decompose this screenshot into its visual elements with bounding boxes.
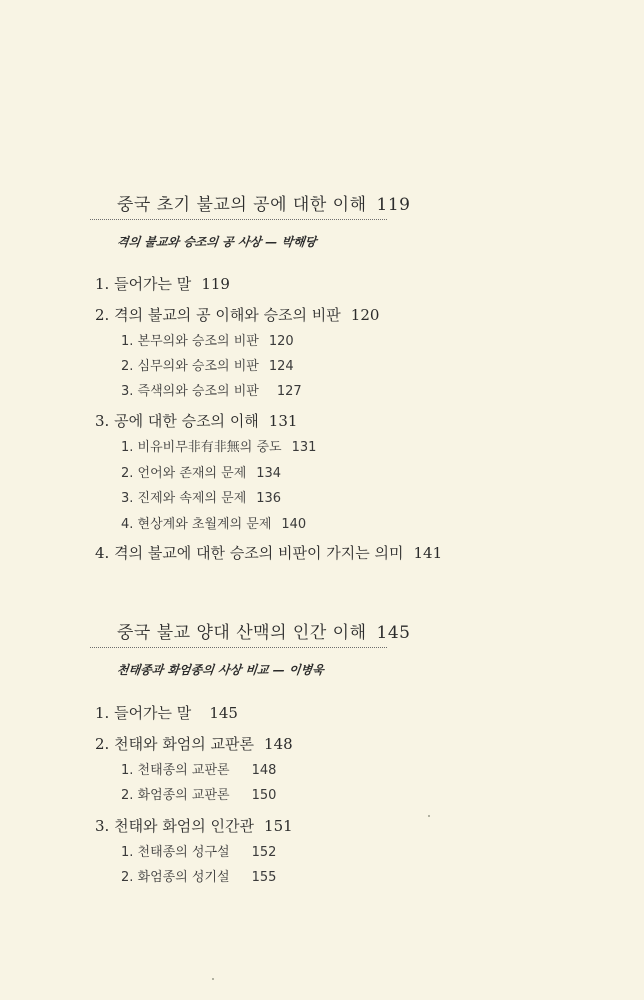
toc-page-number: 131 — [291, 440, 317, 455]
toc-section-label: 4. 격의 불교에 대한 승조의 비판이 가지는 의미 — [95, 544, 404, 562]
toc-subsection-label: 2. 언어와 존재의 문제 — [121, 466, 247, 481]
toc-page-number: 134 — [256, 466, 282, 481]
toc-subsection — [121, 462, 281, 481]
toc-subsection-label: 1. 비유비무非有非無의 중도 — [121, 440, 282, 455]
toc-subsection — [121, 330, 294, 349]
toc-subsection-label: 3. 즉색의와 승조의 비판 — [121, 384, 259, 399]
toc-page-number: 127 — [276, 384, 302, 399]
chapter-page-number: 145 — [376, 623, 411, 643]
toc-section-label: 1. 들어가는 말 — [95, 704, 192, 722]
toc-section — [95, 273, 230, 294]
toc-page-number: 152 — [251, 845, 277, 860]
chapter-subtitle: 격의 불교와 승조의 공 사상 — 박해당 — [116, 235, 318, 249]
toc-section-label: 3. 천태와 화엄의 인간관 — [95, 817, 255, 835]
toc-subsection — [121, 380, 302, 399]
dotted-rule — [90, 219, 387, 220]
toc-section-label: 2. 천태와 화엄의 교판론 — [95, 735, 255, 753]
toc-page-number: 120 — [350, 306, 380, 324]
chapter-title — [117, 618, 410, 643]
toc-subsection — [121, 436, 316, 455]
toc-page-number: 131 — [268, 412, 298, 430]
toc-page-number: 148 — [251, 763, 277, 778]
toc-page-number: 150 — [251, 788, 277, 803]
toc-section — [95, 542, 442, 563]
toc-page-number: 140 — [281, 517, 307, 532]
toc-page-number: 145 — [209, 704, 238, 722]
toc-page-number: 120 — [268, 334, 294, 349]
toc-page-number: 141 — [413, 544, 443, 562]
toc-subsection — [121, 355, 294, 374]
toc-subsection-label: 2. 심무의와 승조의 비판 — [121, 359, 259, 374]
toc-section — [95, 702, 238, 723]
toc-subsection-label: 2. 화엄종의 성기설 — [121, 870, 230, 885]
toc-section — [95, 815, 293, 836]
toc-section — [95, 304, 379, 325]
chapter-title-text: 중국 불교 양대 산맥의 인간 이해 — [117, 623, 367, 643]
toc-section-label: 3. 공에 대한 승조의 이해 — [95, 412, 259, 430]
toc-section — [95, 410, 297, 431]
toc-subsection-label: 1. 천태종의 교판론 — [121, 763, 230, 778]
scan-speck — [428, 815, 430, 817]
dotted-rule — [90, 647, 387, 648]
toc-subsection-label: 2. 화엄종의 교판론 — [121, 788, 230, 803]
chapter-subtitle: 천태종과 화엄종의 사상 비교 — 이병욱 — [116, 663, 325, 677]
toc-subsection-label: 1. 본무의와 승조의 비판 — [121, 334, 259, 349]
toc-page-number: 124 — [268, 359, 294, 374]
scan-speck — [212, 978, 214, 980]
toc-subsection — [121, 841, 276, 860]
toc-subsection-label: 4. 현상계와 초월계의 문제 — [121, 517, 272, 532]
toc-page-number: 148 — [264, 735, 293, 753]
toc-section — [95, 733, 293, 754]
chapter-page-number: 119 — [376, 195, 411, 215]
toc-subsection-label: 1. 천태종의 성구설 — [121, 845, 230, 860]
chapter-title-text: 중국 초기 불교의 공에 대한 이해 — [117, 195, 367, 215]
toc-subsection — [121, 784, 276, 803]
chapter-title — [117, 190, 410, 215]
toc-page-number: 119 — [201, 275, 230, 293]
toc-section-label: 1. 들어가는 말 — [95, 275, 192, 293]
toc-page-number: 151 — [264, 817, 293, 835]
toc-subsection — [121, 513, 306, 532]
toc-section-label: 2. 격의 불교의 공 이해와 승조의 비판 — [95, 306, 341, 324]
toc-page-number: 155 — [251, 870, 277, 885]
toc-subsection — [121, 866, 276, 885]
toc-subsection-label: 3. 진제와 속제의 문제 — [121, 491, 247, 506]
toc-page-number: 136 — [256, 491, 282, 506]
toc-subsection — [121, 759, 276, 778]
toc-subsection — [121, 487, 281, 506]
